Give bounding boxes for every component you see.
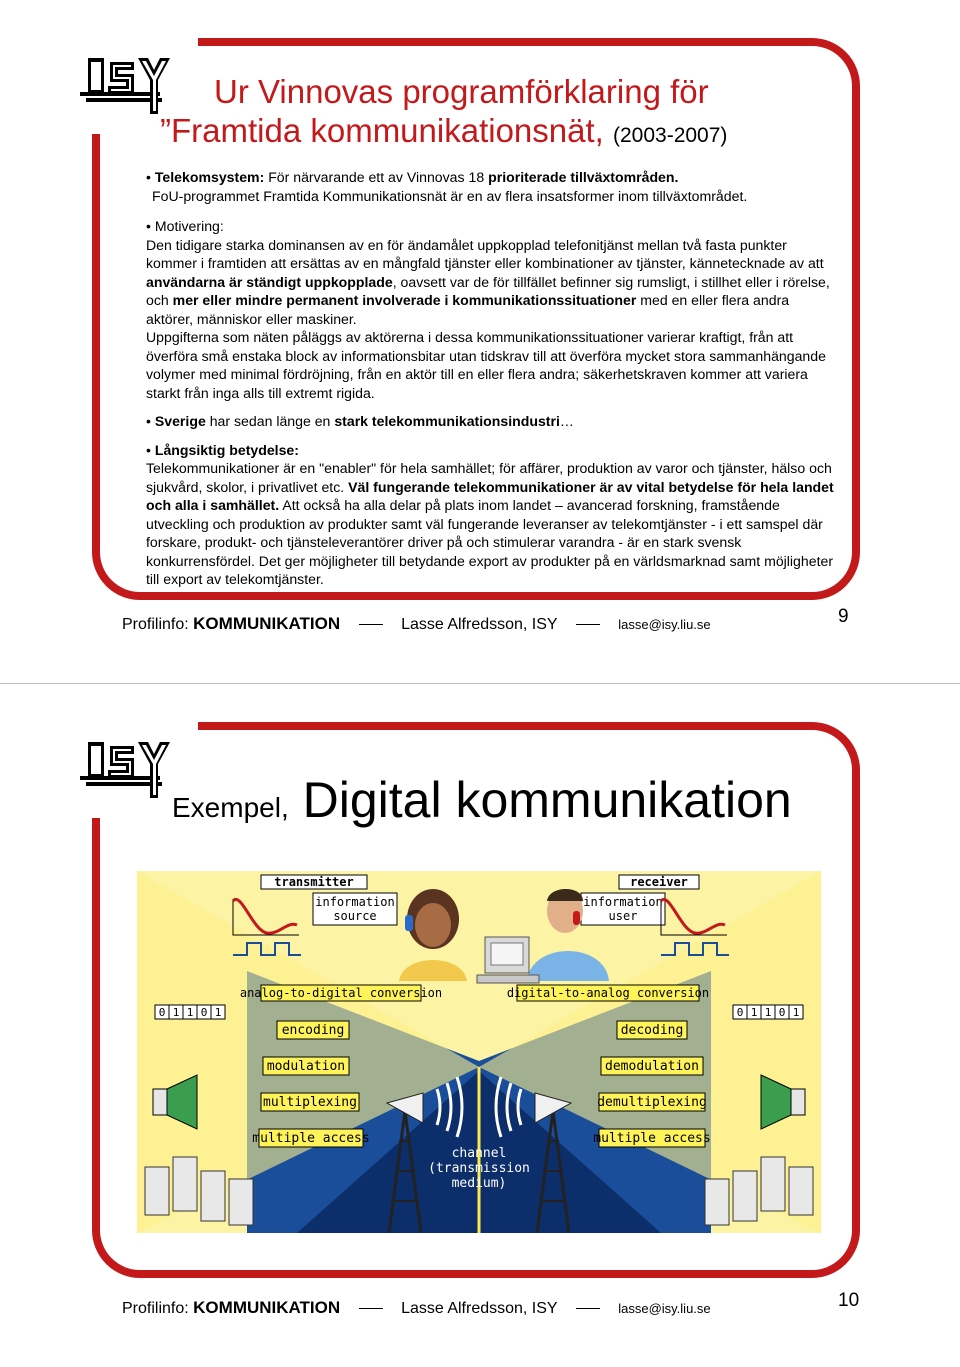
footer-dept: KOMMUNIKATION	[193, 1298, 341, 1317]
bit-sequence-tx	[155, 1005, 225, 1019]
bit-value: 1	[750, 1006, 758, 1019]
bullet-langsiktig	[146, 441, 838, 460]
text-run: har sedan länge en	[209, 413, 331, 429]
info-source-label-1: information	[315, 895, 395, 909]
title-line-2-text: ”Framtida kommunikationsnät,	[160, 112, 604, 149]
text-run: Telekommunikationer är en "enabler" för hela samhället; för affärer, produktion av varor och tjänster, hälso och sjukvård, skolor, i privatlivet etc.	[146, 460, 832, 495]
slide-body	[146, 168, 838, 589]
info-user-label-1: information	[583, 895, 663, 909]
channel-label-1: channel	[451, 1146, 507, 1161]
bullet-text: För närvarande ett av Vinnovas 18	[268, 169, 485, 185]
footer-author: Lasse Alfredsson, ISY	[401, 616, 558, 633]
text-run-bold: stark telekommunikationsindustri	[334, 413, 560, 429]
channel-label-3: medium)	[451, 1176, 507, 1191]
bit-value: 0	[158, 1006, 166, 1019]
text-run: med en eller flera andra aktörer, människor eller maskiner.	[146, 292, 790, 327]
footer-email[interactable]: lasse@isy.liu.se	[618, 617, 711, 632]
multiplexing-label: multiplexing	[263, 1095, 357, 1110]
bit-value: 1	[186, 1006, 194, 1019]
slide-10	[0, 684, 960, 1367]
transmitter-label: transmitter	[274, 875, 354, 889]
motivering-paragraph	[146, 236, 838, 329]
footer-dash	[576, 1308, 600, 1309]
multiple-access-rx-label: multiple access	[593, 1131, 711, 1146]
langsiktig-paragraph	[146, 459, 838, 589]
dac-label: digital-to-analog conversion	[506, 986, 710, 1000]
slide-footer	[122, 1298, 772, 1318]
bullet-motivering	[146, 217, 838, 236]
modulation-label: modulation	[266, 1059, 346, 1074]
slide-title	[172, 772, 792, 836]
text-run-bold: Sverige	[154, 413, 206, 429]
adc-label: analog-to-digital conversion	[239, 986, 443, 1000]
info-source-label-2: source	[333, 909, 377, 923]
decoding-label: decoding	[620, 1023, 684, 1038]
text-run-bold: användarna är ständigt uppkopplade	[146, 273, 393, 290]
page-number: 9	[838, 606, 849, 627]
bullet-continuation: FoU-programmet Framtida Kommunikationsnät är en av flera insatsformer inom tillväxtområdet.	[152, 187, 748, 204]
bullet-label: Långsiktig betydelse:	[154, 441, 299, 458]
text-run: , oavsett var de för tillfället befinner sig rumsligt, i stillhet eller i rörelse, och	[146, 273, 830, 308]
footer-dash	[359, 1308, 383, 1309]
footer-label: Profilinfo:	[122, 616, 189, 633]
bit-value: 0	[778, 1006, 786, 1019]
footer-dept: KOMMUNIKATION	[193, 614, 341, 633]
bit-value: 0	[200, 1006, 208, 1019]
uppgift-paragraph: Uppgifterna som näten påläggs av aktörerna i dessa kommunikationssituationer varierar kraftigt, från att överföra små enstaka block av informationsbitar utan tidskrav till att överföra mycket stora sammanhängande volymer med minimal fördröjning, från en aktör till en eller flera andra; säkerhetskraven kommer att variera starkt från inga alls till extremt rigida.	[146, 329, 826, 401]
demodulation-label: demodulation	[605, 1059, 699, 1074]
footer-dash	[359, 624, 383, 625]
slide-footer	[122, 614, 772, 634]
bit-value: 1	[792, 1006, 800, 1019]
text-run: Att också ha alla delar på plats inom landet – avancerad forskning, framstående utveckling och produktion av produkter samt väl fungerande leveranser av telekomtjänster - i ett samspel där forskare, produkt- och tjänsteleverantörer driver på och stimulerar varandra - är en stark svensk konkurrensfördel. Det ger möjligheter till betydande export av produkter på en världsmarknad samt möjligheter till export av telekomtjänster.	[146, 497, 834, 587]
bullet-bold: prioriterade tillväxtområden.	[488, 169, 679, 185]
receiver-label: receiver	[630, 875, 688, 889]
bit-sequence-rx	[733, 1005, 803, 1019]
bit-value: 1	[172, 1006, 180, 1019]
title-years: (2003-2007)	[613, 124, 728, 147]
title-line-2	[160, 111, 840, 155]
bullet-label: Telekomsystem:	[154, 169, 265, 185]
slide-9	[0, 0, 960, 683]
channel-label-2: (transmission	[428, 1161, 530, 1176]
footer-author: Lasse Alfredsson, ISY	[401, 1300, 558, 1317]
text-run: Den tidigare starka dominansen av en för ändamålet uppkopplad telefonitjänst mellan två fasta punkter kommer i framtiden att ersättas av en mångfald tjänster eller kombinationer av tjänster, kännetecknade av att	[146, 236, 824, 271]
title-big: Digital kommunikation	[302, 772, 792, 828]
title-small: Exempel,	[172, 792, 289, 823]
bit-value: 1	[214, 1006, 222, 1019]
text-run-bold: mer eller mindre permanent involverade i kommunikationssituationer	[172, 292, 637, 308]
multiple-access-tx-label: multiple access	[252, 1131, 370, 1146]
bullet-sverige	[146, 412, 838, 431]
demultiplexing-label: demultiplexing	[597, 1095, 707, 1110]
encoding-label: encoding	[281, 1023, 345, 1038]
text-run-bold: Väl fungerande telekommunikationer är av vital betydelse för hela landet och alla i samhället.	[146, 478, 834, 513]
bullet-telekomsystem	[146, 168, 838, 187]
bit-value: 1	[764, 1006, 772, 1019]
footer-label: Profilinfo:	[122, 1300, 189, 1317]
digital-communication-diagram	[137, 871, 821, 1233]
info-user-label-2: user	[608, 909, 638, 923]
page-number: 10	[838, 1290, 860, 1311]
title-line-1: Ur Vinnovas programförklaring för	[214, 73, 709, 110]
text-run: …	[559, 413, 574, 429]
bullet-label: Motivering:	[154, 218, 224, 234]
footer-dash	[576, 624, 600, 625]
slide-title	[160, 72, 840, 155]
bit-value: 0	[736, 1006, 744, 1019]
footer-email[interactable]: lasse@isy.liu.se	[618, 1301, 711, 1316]
